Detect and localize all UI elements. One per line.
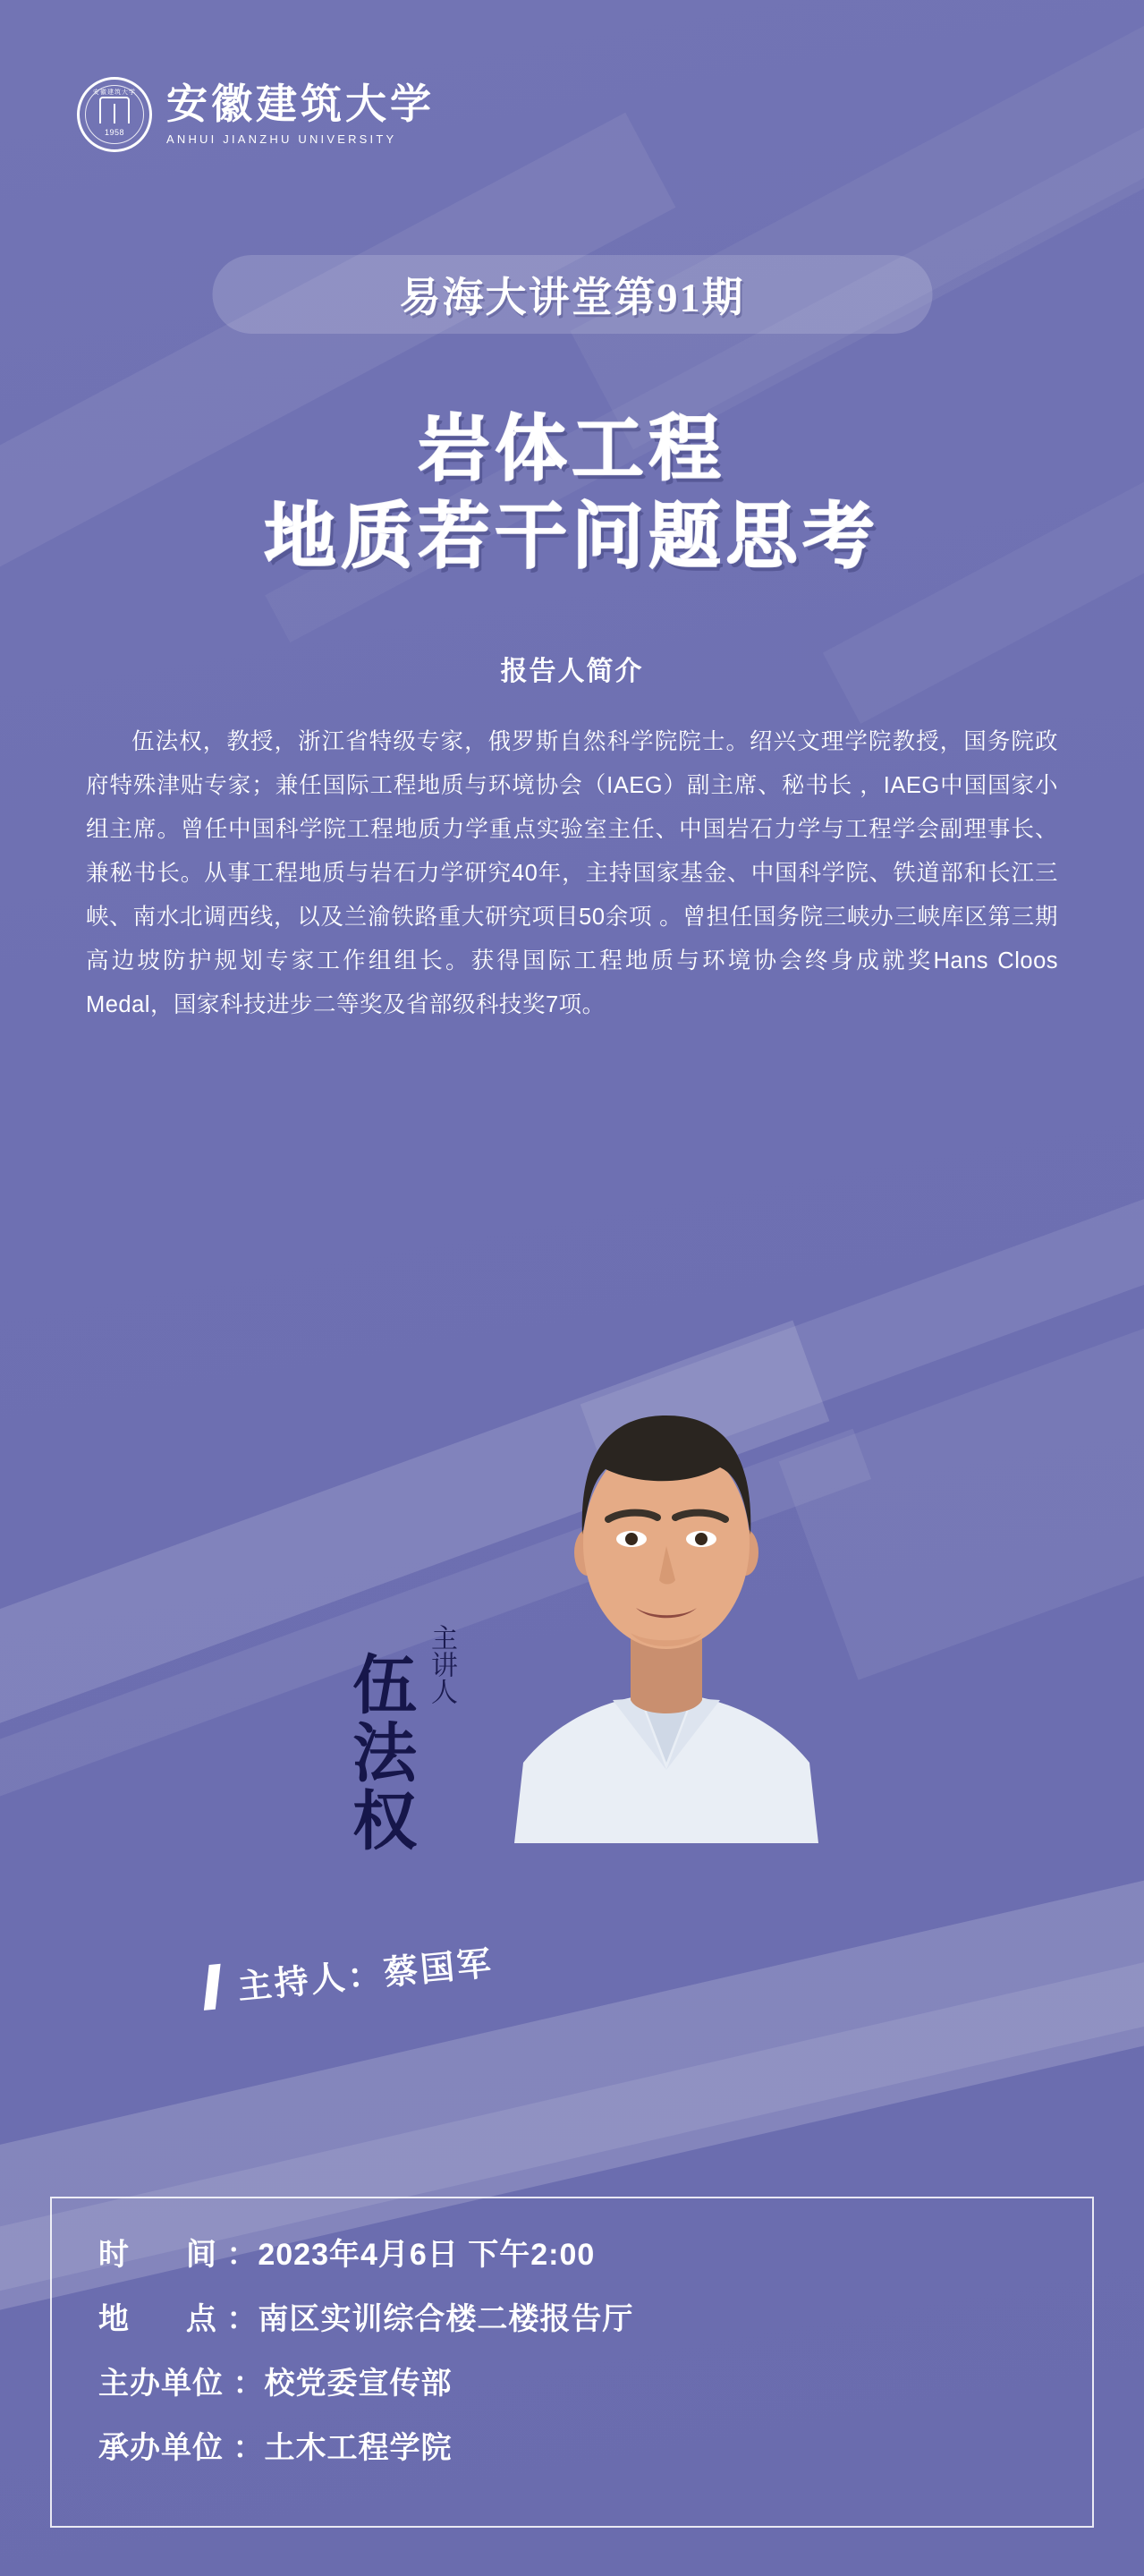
info-value-time: ：2023年4月6日 下午2:00 — [226, 2238, 596, 2272]
info-row-time — [98, 2240, 1056, 2270]
info-row-organizer — [98, 2368, 1056, 2399]
session-label: 易海大讲堂第91期 — [399, 275, 745, 320]
intro-body: 伍法权，教授，浙江省特级专家，俄罗斯自然科学院院士。绍兴文理学院教授，国务院政府特殊津贴专家；兼任国际工程地质与环境协会（IAEG）副主席、秘书长 ，IAEG中国国家小组主席。曾任中国科学院工程地质力学重点实验室主任、中国岩石力学与工程学会副理事长、兼秘书长。从事工程地质与岩石力学研究40年，主持国家基金、中国科学院、铁道部和长江三峡、南水北调西线，以及兰渝铁路重大研究项目50余项 。曾担任国务院三峡办三峡库区第三期高边坡防护规划专家工作组组长。获得国际工程地质与环境协会终身成就奖Hans Cloos Medal，国家科技进步二等奖及省部级科技奖7项。 — [86, 729, 1058, 1017]
info-label-organizer: 主办单位 — [98, 2367, 224, 2401]
info-label-coorganizer: 承办单位 — [98, 2431, 224, 2465]
session-badge — [212, 255, 932, 334]
info-label-time: 时 — [98, 2238, 130, 2272]
host-tick-icon — [204, 1963, 221, 2010]
info-label-time-2: 间 — [185, 2238, 217, 2272]
info-label-place-2: 点 — [185, 2302, 217, 2336]
university-logo — [77, 77, 435, 152]
title-line-2: 地质若干问题思考 — [264, 497, 880, 577]
university-name-en: ANHUI JIANZHU UNIVERSITY — [166, 132, 397, 147]
info-row-place — [98, 2304, 1056, 2334]
event-info-panel — [50, 2197, 1094, 2528]
title-line-1: 岩体工程 — [418, 411, 726, 489]
seal-top-text: 安徽建筑大学 — [93, 89, 136, 96]
host-label: 主持人：蔡国军 — [235, 1944, 496, 2007]
decorative-band — [570, 0, 1144, 449]
info-row-coorganizer — [98, 2433, 1056, 2463]
university-name-cn: 安徽建筑大学 — [166, 81, 435, 127]
university-wordmark — [166, 83, 435, 146]
speaker-name: 伍法权 — [343, 1651, 414, 1855]
decorative-ribbon — [779, 1308, 1144, 1679]
info-value-coorganizer: ：土木工程学院 — [233, 2431, 453, 2465]
seal-emblem-icon — [99, 97, 130, 123]
speaker-role-label: 主讲人 — [427, 1624, 456, 1705]
speaker-portrait — [505, 1342, 827, 1843]
university-seal-icon — [77, 77, 152, 152]
seal-year-text: 1958 — [104, 128, 125, 137]
info-value-organizer: ：校党委宣传部 — [233, 2367, 453, 2401]
info-label-place: 地 — [98, 2302, 130, 2336]
intro-heading: 报告人简介 — [500, 657, 644, 686]
info-value-place: ：南区实训综合楼二楼报告厅 — [226, 2302, 634, 2336]
poster-title — [0, 407, 1144, 582]
host-line — [204, 1935, 496, 2012]
